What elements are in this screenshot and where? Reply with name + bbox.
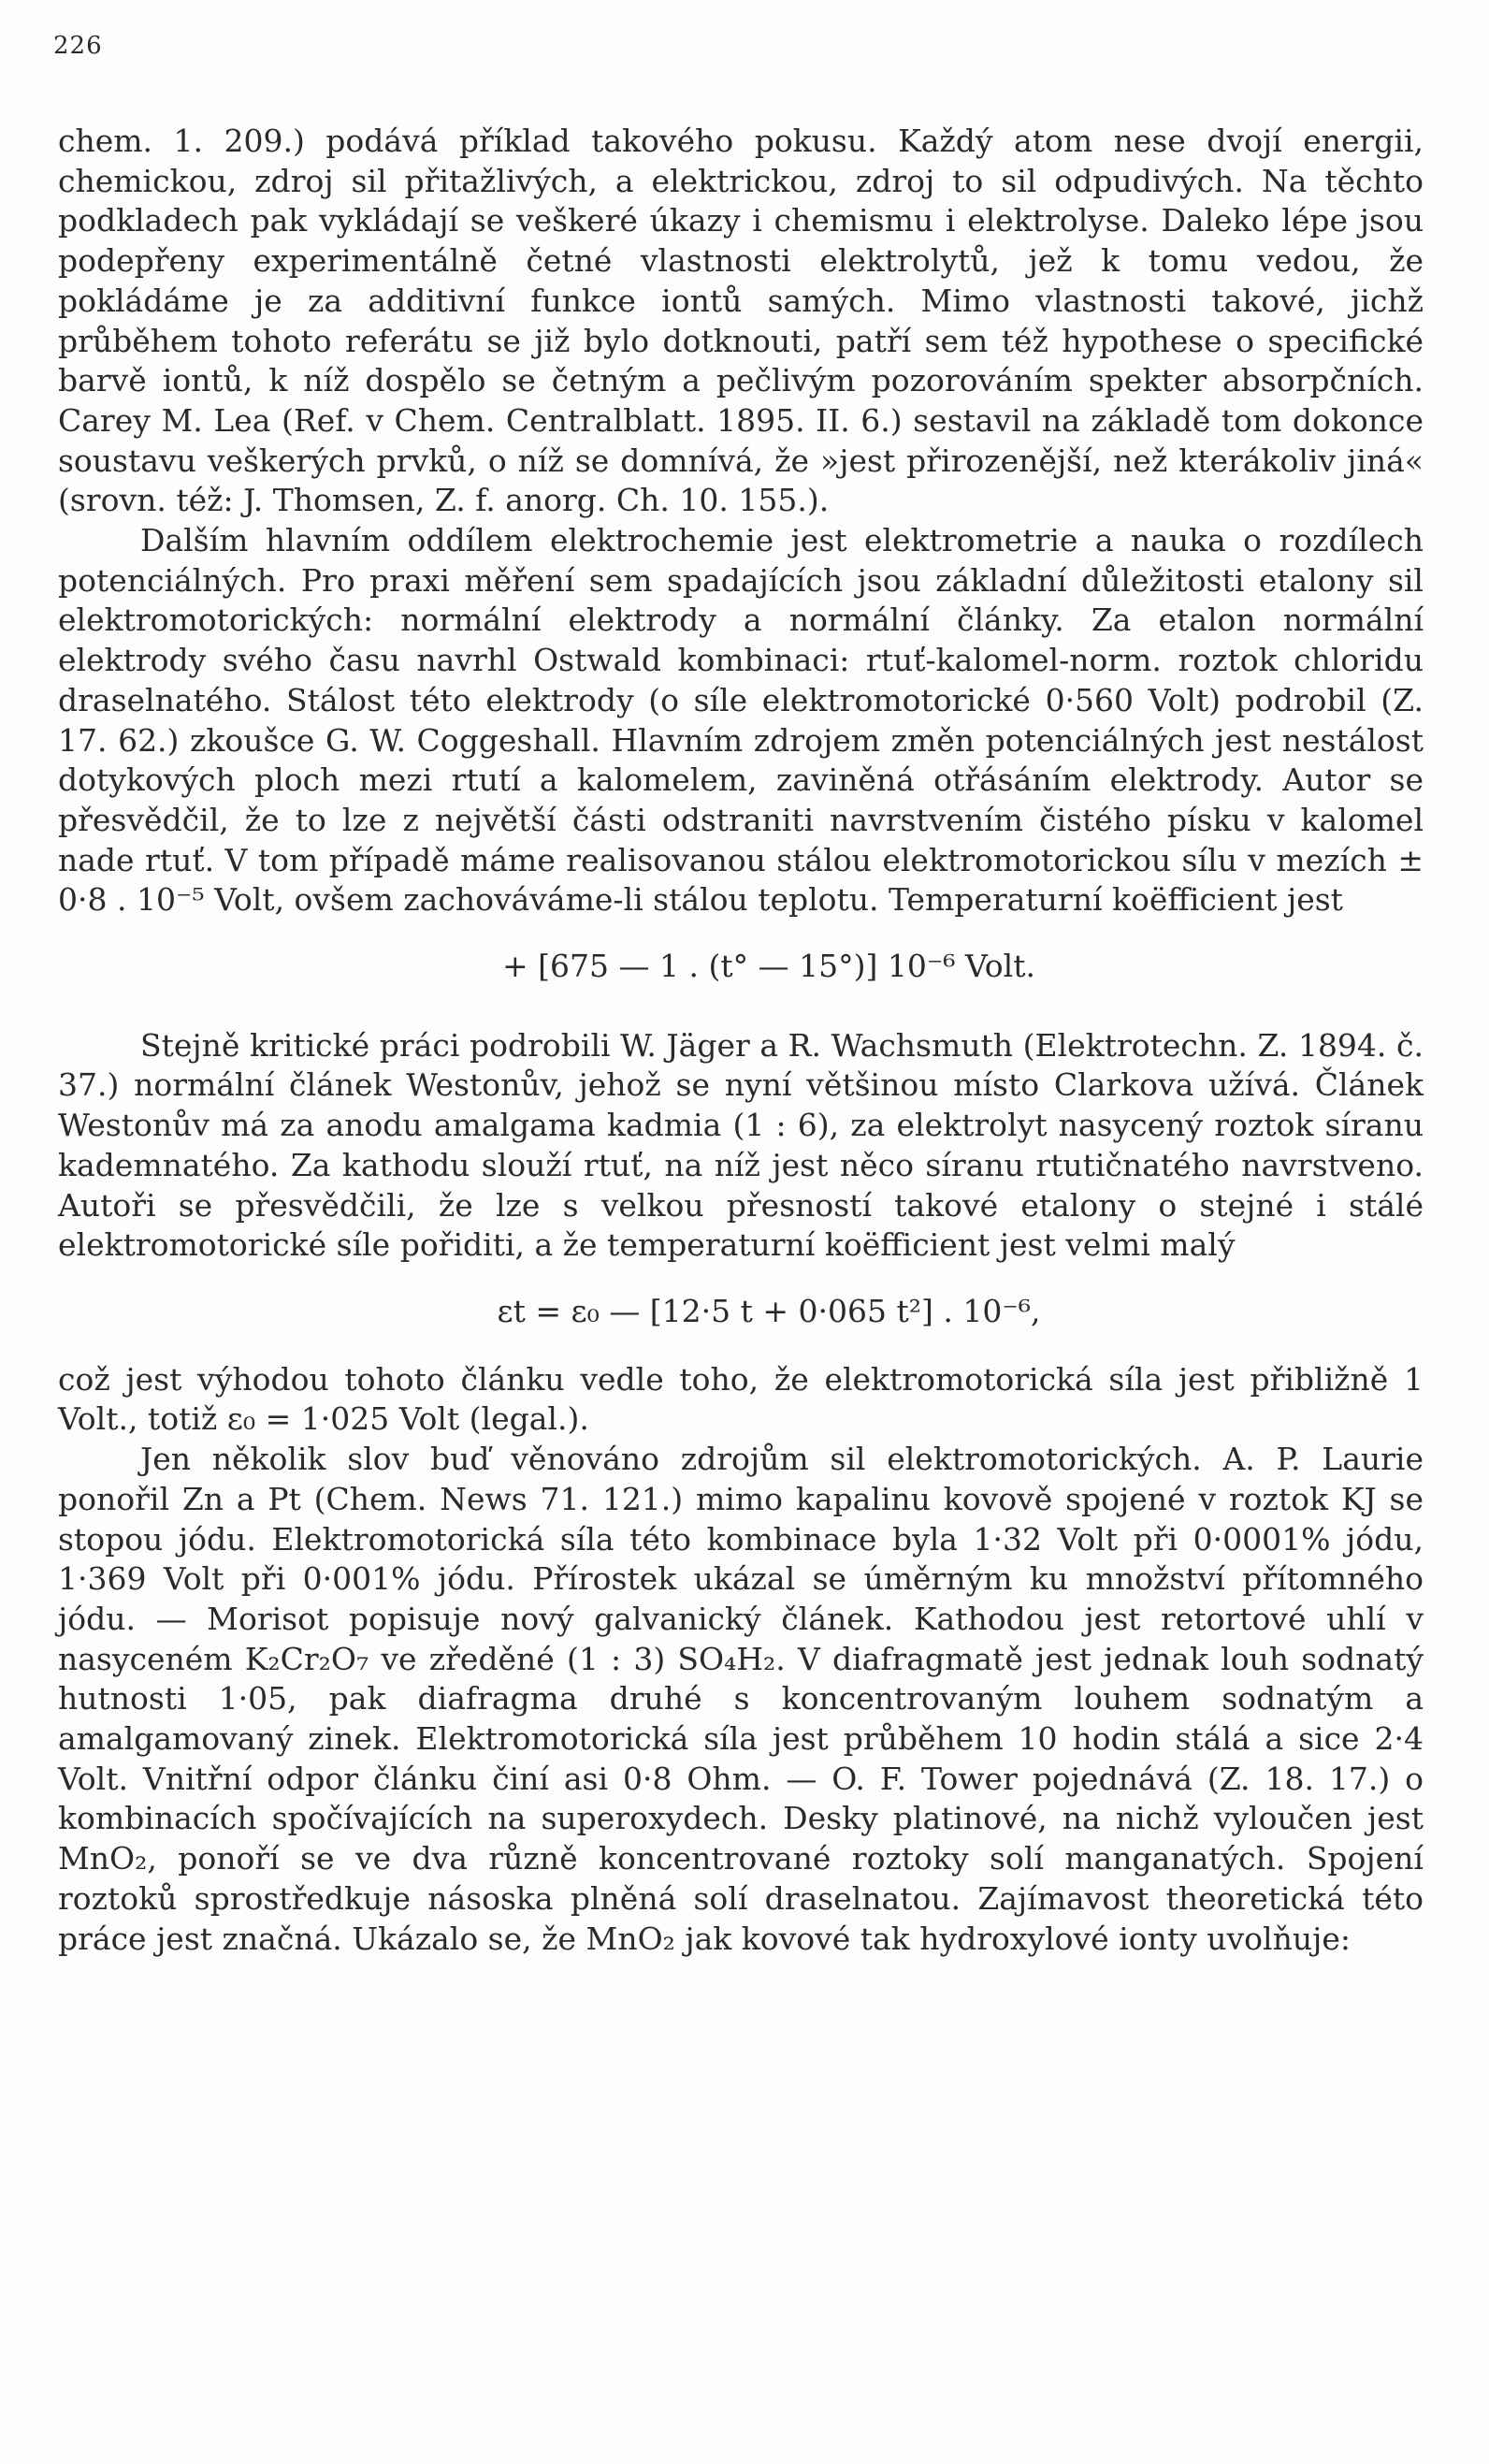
paragraph-electrometry: Dalším hlavním oddílem elektrochemie jest elektrometrie a nauka o rozdílech potenciálných. Pro praxi měření sem spadajících jsou základní důležitosti etalony sil elektromotorických: normální elektrody a normální články. Za etalon normální elektrody svého času navrhl Ostwald kombinaci: rtuť-kalomel-norm. roztok chloridu draselnatého. Stálost této elektrody (o síle elektromotorické 0·560 Volt) podrobil (Z. 17. 62.) zkoušce G. W. Coggeshall. Hlavním zdrojem změn potenciálných jest nestálost dotykových ploch mezi rtutí a kalomelem, zaviněná otřásáním elektrody. Autor se přesvědčil, že to lze z největší části odstraniti navrstvením čistého písku v kalomel nade rtuť. V tom případě máme realisovanou stálou elektromotorickou sílu v mezích ± 0·8 . 10⁻⁵ Volt, ovšem zachováváme-li stálou teplotu. Temperaturní koëfficient jest xyxy=(58,522,1424,919)
body-text xyxy=(58,122,1424,1959)
paragraph-ion-energy: chem. 1. 209.) podává příklad takového pokusu. Každý atom nese dvojí energii, chemickou, zdroj sil přitažlivých, a elektrickou, zdroj to sil odpudivých. Na těchto podkladech pak vykládají se veškeré úkazy i chemismu i elektrolyse. Daleko lépe jsou podepřeny experimentálně četné vlastnosti elektrolytů, jež k tomu vedou, že pokládáme je za additivní funkce iontů samých. Mimo vlastnosti takové, jichž průběhem tohoto referátu se již bylo dotknouti, patří sem též hypothese o specifické barvě iontů, k níž dospělo se četným a pečlivým pozorováním spekter absorpčních. Carey M. Lea (Ref. v Chem. Centralblatt. 1895. II. 6.) sestavil na základě tom dokonce soustavu veškerých prvků, o níž se domnívá, že »jest přirozenější, než kterákoliv jiná« (srovn. též: J. Thomsen, Z. f. anorg. Ch. 10. 155.). xyxy=(58,123,1424,519)
paragraph-weston-advantage: což jest výhodou tohoto článku vedle toho, že elektromotorická síla jest přibližně 1 Volt., totiž ε₀ = 1·025 Volt (legal.). xyxy=(58,1360,1424,1438)
paragraph-weston-cell: Stejně kritické práci podrobili W. Jäger a R. Wachsmuth (Elektrotechn. Z. 1894. č. 37.) normální článek Westonův, jehož se nyní většinou místo Clarkova užívá. Článek Westonův má za anodu amalgama kadmia (1 : 6), za elektrolyt nasycený roztok síranu kademnatého. Za kathodu slouží rtuť, na níž jest něco síranu rtutičnatého navrstveno. Autoři se přesvědčili, že lze s velkou přesností takové etalony o stejné i stálé elektromotorické síle pořiditi, a že temperaturní koëfficient jest velmi malý xyxy=(58,1026,1424,1264)
formula-temperature-coefficient: + [675 — 1 . (t° — 15°)] 10⁻⁶ Volt. xyxy=(502,948,1035,985)
paragraph-emf-sources: Jen několik slov buď věnováno zdrojům sil elektromotorických. A. P. Laurie ponořil Zn a Pt (Chem. News 71. 121.) mimo kapalinu kovově spojené v roztok KJ se stopou jódu. Elektromotorická síla této kombinace byla 1·32 Volt při 0·0001% jódu, 1·369 Volt při 0·001% jódu. Přírostek ukázal se úměrným ku množství přítomného jódu. — Morisot popisuje nový galvanický článek. Kathodou jest retortové uhlí v nasyceném K₂Cr₂O₇ ve zředěné (1 : 3) SO₄H₂. V diafragmatě jest jednak louh sodnatý hutnosti 1·05, pak diafragma druhé s koncentrovaným louhem sodnatým a amalgamovaný zinek. Elektromotorická síla jest průběhem 10 hodin stálá a sice 2·4 Volt. Vnitřní odpor článku činí asi 0·8 Ohm. — O. F. Tower pojednává (Z. 18. 17.) o kombinacích spočívajících na superoxydech. Desky platinové, na nichž vyloučen jest MnO₂, ponoří se ve dva různě koncentrované roztoky solí manganatých. Spojení roztoků sprostředkuje násoska plněná solí draselnatou. Zajímavost theoretická této práce jest značná. Ukázalo se, že MnO₂ jak kovové tak hydroxylové ionty uvolňuje: xyxy=(58,1441,1424,1957)
page-number: 226 xyxy=(53,32,103,60)
formula-weston-emf: εt = ε₀ — [12·5 t + 0·065 t²] . 10⁻⁶, xyxy=(497,1292,1041,1329)
